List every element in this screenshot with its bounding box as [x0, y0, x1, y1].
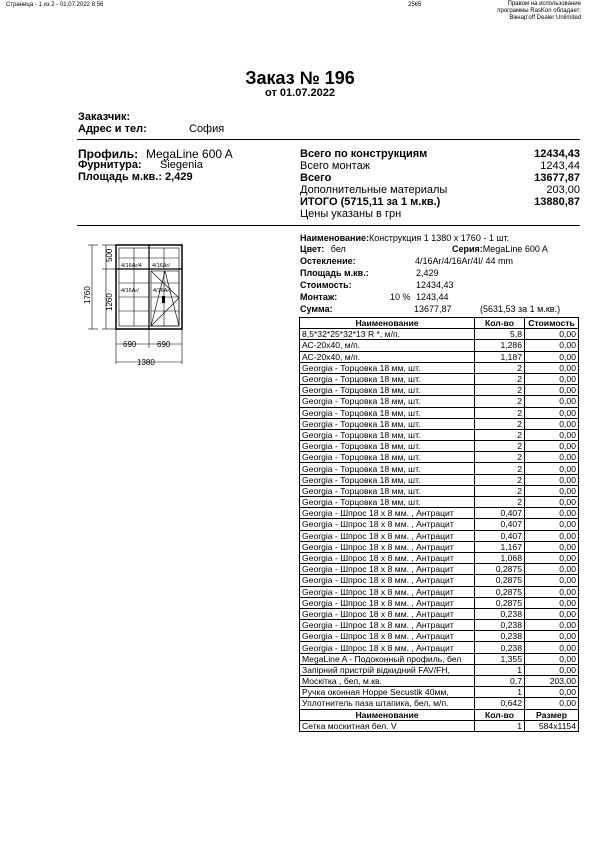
item-value: 0,00 — [525, 631, 579, 642]
item-qty: 1 — [475, 720, 525, 731]
table-row — [300, 597, 579, 608]
column-header: Кол-во — [475, 709, 525, 720]
item-value: 0,00 — [525, 329, 579, 340]
item-name: Georgia - Торцовка 18 мм, шт. — [300, 441, 475, 452]
item-value: 0,00 — [525, 340, 579, 351]
cost-value: 12434,43 — [416, 280, 454, 290]
customer-label: Заказчик: — [78, 111, 131, 123]
glazing-value: 4/16Ar/4/16Ar/4I/ 44 mm — [415, 256, 514, 266]
construction-name-label: Наименование: — [300, 233, 370, 243]
dim-width: 1380 — [137, 358, 155, 367]
item-qty: 2 — [475, 429, 525, 440]
table-row — [300, 373, 579, 384]
table-row — [300, 485, 579, 496]
item-name: Georgia - Шпрос 18 х 8 мм. , Антрацит — [300, 642, 475, 653]
item-qty: 1 — [475, 687, 525, 698]
item-value: 0,00 — [525, 463, 579, 474]
totals-value: 12434,43 — [534, 148, 580, 160]
item-name: Georgia - Шпрос 18 х 8 мм. , Антрацит — [300, 586, 475, 597]
table-row — [300, 396, 579, 407]
item-value: 0,00 — [525, 407, 579, 418]
series-label: Серия: — [452, 244, 483, 254]
item-qty: 2 — [475, 452, 525, 463]
item-name: Москітка , бел, м.кв. — [300, 676, 475, 687]
table-row — [300, 653, 579, 664]
table-row — [300, 329, 579, 340]
hardware-label: Фурнитура: — [78, 159, 142, 171]
table-row — [300, 340, 579, 351]
cost-label: Стоимость: — [300, 280, 352, 290]
color-label: Цвет: — [300, 244, 325, 254]
item-name: Georgia - Торцовка 18 мм, шт. — [300, 452, 475, 463]
dim-w2: 690 — [157, 340, 171, 349]
sum-label: Сумма: — [300, 304, 333, 314]
page-header-right — [497, 1, 581, 22]
item-qty: 2 — [475, 418, 525, 429]
table-row — [300, 452, 579, 463]
item-qty: 2 — [475, 407, 525, 418]
item-name: Georgia - Торцовка 18 мм, шт. — [300, 385, 475, 396]
sum-value: 13677,87 — [414, 304, 452, 314]
item-qty: 0,2875 — [475, 575, 525, 586]
hardware-value: Siegenia — [160, 159, 203, 171]
item-value: 0,00 — [525, 385, 579, 396]
order-date: от 01.07.2022 — [265, 87, 335, 99]
window-drawing — [78, 236, 200, 376]
item-value: 0,00 — [525, 351, 579, 362]
license-line-3: Вікнар'off Dealer Unlimited — [509, 15, 581, 21]
item-value: 0,00 — [525, 373, 579, 384]
sum-per-m2: (5631,53 за 1 м.кв.) — [480, 304, 561, 314]
item-value: 0,00 — [525, 429, 579, 440]
item-value: 0,00 — [525, 664, 579, 675]
item-name: Georgia - Шпрос 18 х 8 мм. , Антрацит — [300, 530, 475, 541]
item-value: 0,00 — [525, 687, 579, 698]
table-header-row — [300, 709, 579, 720]
column-header: Наименование — [300, 709, 475, 720]
item-qty: 0,407 — [475, 519, 525, 530]
table-row — [300, 642, 579, 653]
order-title: Заказ № 196 — [245, 68, 355, 88]
divider-top — [77, 139, 580, 140]
item-qty: 1,068 — [475, 552, 525, 563]
mount-label: Монтаж: — [300, 292, 338, 302]
item-name: Georgia - Торцовка 18 мм, шт. — [300, 485, 475, 496]
item-qty: 0,2875 — [475, 586, 525, 597]
item-value: 0,00 — [525, 552, 579, 563]
mount-value: 1243,44 — [416, 292, 449, 302]
table-row — [300, 429, 579, 440]
item-value: 0,00 — [525, 653, 579, 664]
item-name: Georgia - Торцовка 18 мм, шт. — [300, 362, 475, 373]
item-name: Georgia - Торцовка 18 мм, шт. — [300, 429, 475, 440]
construction-name-value: Конструкция 1 1380 x 1760 - 1 шт. — [369, 233, 510, 243]
area-summary: Площадь м.кв.: 2,429 — [78, 171, 193, 183]
handle-icon — [162, 296, 165, 303]
table-row — [300, 519, 579, 530]
item-name: АС-20х40, м/п. — [300, 351, 475, 362]
totals-label: Всего монтаж — [300, 160, 371, 172]
item-name: Georgia - Шпрос 18 х 8 мм. , Антрацит — [300, 608, 475, 619]
item-value: 0,00 — [525, 597, 579, 608]
area-label: Площадь м.кв.: — [300, 268, 369, 278]
series-value: MegaLine 600 A — [482, 244, 548, 254]
mount-pct: 10 % — [390, 292, 411, 302]
table-row — [300, 351, 579, 362]
glass-label: 4/16Ar/ — [153, 288, 171, 294]
profile-value: MegaLine 600 A — [146, 147, 233, 161]
glass-label: 4/16Ar/4 — [121, 263, 142, 269]
column-header: Наименование — [300, 318, 475, 329]
construction-color — [300, 244, 346, 254]
totals-row — [300, 184, 580, 196]
table-row — [300, 497, 579, 508]
color-value: бел — [330, 244, 346, 254]
totals-row — [300, 208, 580, 220]
item-name: Уплотнитель паза штапика, бел, м/п. — [300, 698, 475, 709]
item-qty: 0,238 — [475, 608, 525, 619]
table-row — [300, 698, 579, 709]
item-value: 584x1154 — [525, 720, 579, 731]
item-value: 0,00 — [525, 698, 579, 709]
table-row — [300, 720, 579, 731]
item-name: Ручка оконная Hoppe Secustik 40мм, — [300, 687, 475, 698]
item-value: 0,00 — [525, 586, 579, 597]
item-name: Georgia - Торцовка 18 мм, шт. — [300, 418, 475, 429]
item-name: Georgia - Торцовка 18 мм, шт. — [300, 474, 475, 485]
item-qty: 0,7 — [475, 676, 525, 687]
table-row — [300, 508, 579, 519]
totals-value: 13880,87 — [534, 196, 580, 208]
totals-value: 13677,87 — [534, 172, 580, 184]
table-row — [300, 418, 579, 429]
item-name: Georgia - Шпрос 18 х 8 мм. , Антрацит — [300, 541, 475, 552]
item-name: Georgia - Торцовка 18 мм, шт. — [300, 463, 475, 474]
table-row — [300, 474, 579, 485]
item-qty: 2 — [475, 441, 525, 452]
table-row — [300, 407, 579, 418]
item-name: Georgia - Шпрос 18 х 8 мм. , Антрацит — [300, 575, 475, 586]
item-qty: 2 — [475, 485, 525, 496]
item-value: 0,00 — [525, 474, 579, 485]
totals-label: ИТОГО (5715,11 за 1 м.кв.) — [300, 196, 441, 208]
item-qty: 2 — [475, 373, 525, 384]
item-value: 0,00 — [525, 519, 579, 530]
totals-label: Цены указаны в грн — [300, 208, 402, 220]
item-value: 0,00 — [525, 362, 579, 373]
item-value: 0,00 — [525, 541, 579, 552]
item-qty: 2 — [475, 385, 525, 396]
profile-label: Профиль: — [78, 147, 139, 161]
item-value: 0,00 — [525, 396, 579, 407]
totals-label: Всего по конструкциям — [300, 148, 428, 160]
table-row — [300, 441, 579, 452]
table-row — [300, 586, 579, 597]
item-qty: 2 — [475, 396, 525, 407]
item-value: 203,00 — [525, 676, 579, 687]
dim-height: 1760 — [83, 286, 92, 304]
dim-w1: 690 — [123, 340, 137, 349]
construction-series — [452, 244, 548, 254]
item-qty: 1,187 — [475, 351, 525, 362]
address-value: София — [189, 123, 225, 135]
item-value: 0,00 — [525, 418, 579, 429]
table-header-row — [300, 318, 579, 329]
item-qty: 1,286 — [475, 340, 525, 351]
totals-row — [300, 160, 580, 172]
table-row — [300, 664, 579, 675]
item-name: АС-20х40, м/п. — [300, 340, 475, 351]
item-value: 0,00 — [525, 441, 579, 452]
item-value: 0,00 — [525, 642, 579, 653]
item-name: Georgia - Шпрос 18 х 8 мм. , Антрацит — [300, 552, 475, 563]
item-value: 0,00 — [525, 508, 579, 519]
table-row — [300, 608, 579, 619]
table-row — [300, 541, 579, 552]
table-row — [300, 385, 579, 396]
totals-label: Всего — [300, 172, 332, 184]
glass-label: 4/16Ar/ — [121, 288, 139, 294]
item-value: 0,00 — [525, 485, 579, 496]
item-value: 0,00 — [525, 608, 579, 619]
area-value: 2,429 — [416, 268, 439, 278]
dim-top: 500 — [105, 248, 114, 262]
item-name: Georgia - Торцовка 18 мм, шт. — [300, 396, 475, 407]
item-name: Georgia - Шпрос 18 х 8 мм. , Антрацит — [300, 631, 475, 642]
item-qty: 5,8 — [475, 329, 525, 340]
totals-row — [300, 196, 580, 208]
glazing-label: Остекление: — [300, 256, 356, 266]
item-name: Georgia - Шпрос 18 х 8 мм. , Антрацит — [300, 597, 475, 608]
glass-label: 4/16Ar/ — [152, 263, 170, 269]
item-qty: 0,642 — [475, 698, 525, 709]
item-value: 0,00 — [525, 620, 579, 631]
item-qty: 0,238 — [475, 642, 525, 653]
item-qty: 0,2875 — [475, 564, 525, 575]
column-header: Кол-во — [475, 318, 525, 329]
item-qty: 0,238 — [475, 631, 525, 642]
item-name: Georgia - Шпрос 18 х 8 мм. , Антрацит — [300, 620, 475, 631]
page-header-left: Страница - 1 из 2 - 01.07.2022 8:56 — [6, 2, 104, 8]
table-row — [300, 620, 579, 631]
totals-value: 203,00 — [546, 184, 580, 196]
totals-row — [300, 148, 580, 160]
item-value: 0,00 — [525, 530, 579, 541]
item-name: Georgia - Шпрос 18 х 8 мм. , Антрацит — [300, 508, 475, 519]
divider-middle — [77, 225, 580, 226]
column-header: Размер — [525, 709, 579, 720]
item-name: 8,5*32*25*32*13 R *, м/п. — [300, 329, 475, 340]
table-row — [300, 552, 579, 563]
item-qty: 0,407 — [475, 530, 525, 541]
page-header-center: 2565 — [408, 2, 422, 8]
column-header: Стоимость — [525, 318, 579, 329]
item-value: 0,00 — [525, 497, 579, 508]
item-qty: 2 — [475, 497, 525, 508]
license-line-1: Правом на использование — [507, 1, 581, 7]
table-row — [300, 687, 579, 698]
item-value: 0,00 — [525, 452, 579, 463]
item-qty: 1,355 — [475, 653, 525, 664]
construction-name — [300, 233, 509, 243]
item-name: Georgia - Торцовка 18 мм, шт. — [300, 497, 475, 508]
item-name: Georgia - Шпрос 18 х 8 мм. , Антрацит — [300, 519, 475, 530]
item-qty: 0,238 — [475, 620, 525, 631]
license-line-2: программы RasKon обладает: — [497, 8, 581, 14]
item-name: Georgia - Шпрос 18 х 8 мм. , Антрацит — [300, 564, 475, 575]
item-value: 0,00 — [525, 575, 579, 586]
table-row — [300, 575, 579, 586]
item-qty: 2 — [475, 463, 525, 474]
item-qty: 1 — [475, 664, 525, 675]
table-row — [300, 564, 579, 575]
item-qty: 0,2875 — [475, 597, 525, 608]
totals-label: Дополнительные материалы — [300, 184, 448, 196]
item-qty: 1,167 — [475, 541, 525, 552]
table-row — [300, 362, 579, 373]
dim-mid: 1260 — [105, 293, 114, 311]
table-row — [300, 463, 579, 474]
item-name: Georgia - Торцовка 18 мм, шт. — [300, 373, 475, 384]
item-name: Georgia - Торцовка 18 мм, шт. — [300, 407, 475, 418]
item-qty: 2 — [475, 362, 525, 373]
item-qty: 0,407 — [475, 508, 525, 519]
table-row — [300, 676, 579, 687]
table-row — [300, 530, 579, 541]
table-row — [300, 631, 579, 642]
item-name: Запірний пристрій відкидний FAV/FH, — [300, 664, 475, 675]
item-qty: 2 — [475, 474, 525, 485]
item-name: Сетка москитная бел. V — [300, 720, 475, 731]
item-value: 0,00 — [525, 564, 579, 575]
totals-value: 1243,44 — [540, 160, 580, 172]
item-name: MegaLine A - Подоконный профиль, бел — [300, 653, 475, 664]
totals-row — [300, 172, 580, 184]
items-table — [299, 317, 579, 732]
address-label: Адрес и тел: — [78, 123, 147, 135]
